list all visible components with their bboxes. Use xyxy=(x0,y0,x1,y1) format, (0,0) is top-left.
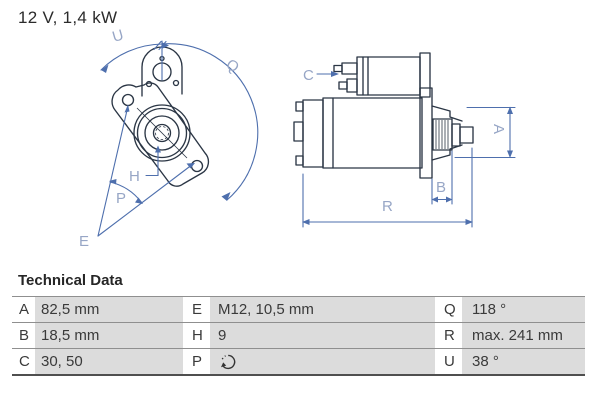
dim-label-e: E xyxy=(79,233,90,250)
dim-label-r: R xyxy=(382,198,393,215)
section-title: Technical Data xyxy=(18,272,123,289)
dim-label-a: A xyxy=(490,124,507,135)
dim-label-c: C xyxy=(303,67,314,84)
param-value: 18,5 mm xyxy=(35,323,183,348)
param-value: 30, 50 xyxy=(35,349,183,374)
rotation-counterclockwise-icon xyxy=(218,351,238,371)
front-view-outline xyxy=(112,47,208,186)
side-view-outline xyxy=(294,53,473,178)
param-key: R xyxy=(435,323,462,348)
param-key: H xyxy=(183,323,210,348)
front-view-drawing xyxy=(55,25,270,265)
table-row xyxy=(12,348,585,374)
param-key: B xyxy=(12,323,35,348)
param-value: 82,5 mm xyxy=(35,297,183,322)
page-title: 12 V, 1,4 kW xyxy=(18,8,118,27)
dim-label-u: U xyxy=(110,26,126,46)
dim-label-p: P xyxy=(116,190,127,207)
dim-label-q: Q xyxy=(222,55,243,77)
param-key: C xyxy=(12,349,35,374)
table-row xyxy=(12,322,585,348)
dim-label-h: H xyxy=(129,168,140,185)
param-key: U xyxy=(435,349,462,374)
param-key: E xyxy=(183,297,210,322)
technical-data-table xyxy=(12,296,585,376)
param-value: 118 ° xyxy=(462,297,585,322)
param-value-icon-cell xyxy=(210,349,435,374)
param-value: M12, 10,5 mm xyxy=(210,297,435,322)
param-key: Q xyxy=(435,297,462,322)
dim-label-b: B xyxy=(436,179,447,196)
param-value: max. 241 mm xyxy=(462,323,585,348)
side-view-drawing xyxy=(288,45,538,235)
table-row xyxy=(12,296,585,322)
param-key: P xyxy=(183,349,210,374)
param-key: A xyxy=(12,297,35,322)
param-value: 38 ° xyxy=(462,349,585,374)
param-value: 9 xyxy=(210,323,435,348)
